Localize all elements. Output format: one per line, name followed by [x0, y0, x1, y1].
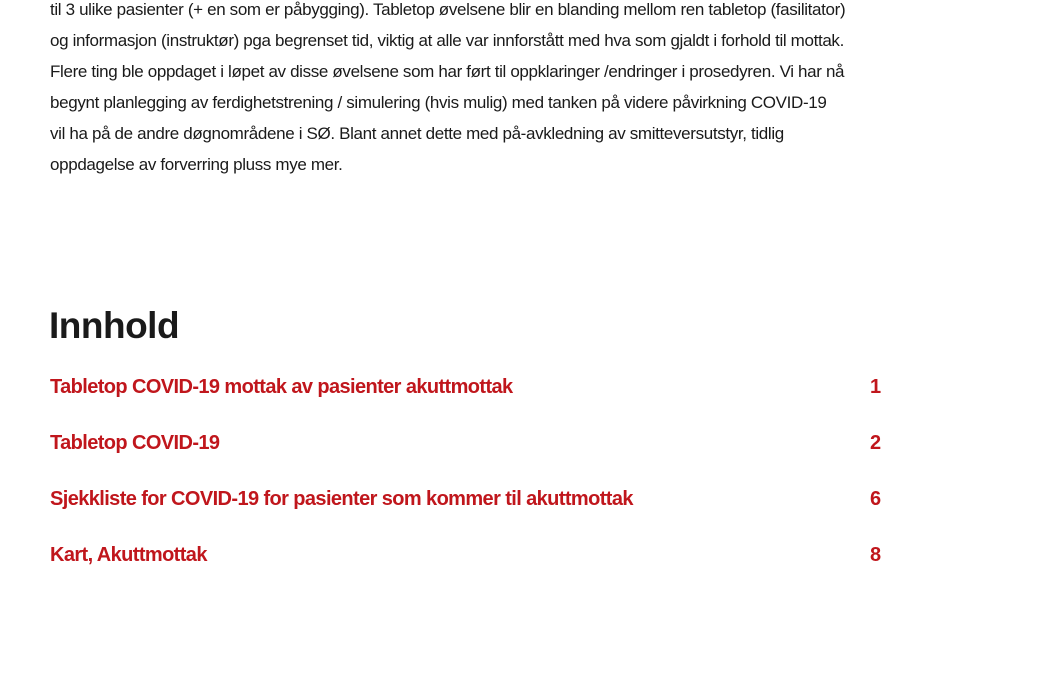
toc-entry-title[interactable]: Tabletop COVID-19 mottak av pasienter akuttmottak	[50, 376, 513, 398]
intro-line: oppdagelse av forverring pluss mye mer.	[50, 155, 343, 174]
toc-entry-title[interactable]: Tabletop COVID-19	[50, 432, 220, 454]
intro-line: vil ha på de andre døgnområdene i SØ. Blant annet dette med på-avkledning av smitteversutstyr, tidlig	[50, 124, 784, 143]
intro-paragraph	[50, 0, 1040, 180]
toc-entry-page-number[interactable]: 8	[870, 544, 881, 566]
toc-entry-tabletop-mottak[interactable]	[50, 376, 890, 432]
toc-entry-page-number[interactable]: 1	[870, 376, 881, 398]
table-of-contents	[50, 376, 890, 600]
intro-line: til 3 ulike pasienter (+ en som er påbygging). Tabletop øvelsene blir en blanding mellom ren tabletop (fasilitator)	[50, 0, 846, 19]
toc-entry-kart[interactable]	[50, 544, 890, 600]
toc-entry-sjekkliste[interactable]	[50, 488, 890, 544]
toc-entry-title[interactable]: Kart, Akuttmottak	[50, 544, 207, 566]
intro-line: begynt planlegging av ferdighetstrening / simulering (hvis mulig) med tanken på videre påvirkning COVID-19	[50, 93, 827, 112]
intro-line: og informasjon (instruktør) pga begrenset tid, viktig at alle var innforstått med hva som gjaldt i forhold til mottak.	[50, 31, 844, 50]
toc-entry-page-number[interactable]: 6	[870, 488, 881, 510]
toc-heading: Innhold	[49, 305, 180, 346]
toc-entry-tabletop-covid[interactable]	[50, 432, 890, 488]
toc-entry-page-number[interactable]: 2	[870, 432, 881, 454]
toc-entry-title[interactable]: Sjekkliste for COVID-19 for pasienter som kommer til akuttmottak	[50, 488, 633, 510]
intro-line: Flere ting ble oppdaget i løpet av disse øvelsene som har ført til oppklaringer /endringer i prosedyren. Vi har nå	[50, 62, 845, 81]
